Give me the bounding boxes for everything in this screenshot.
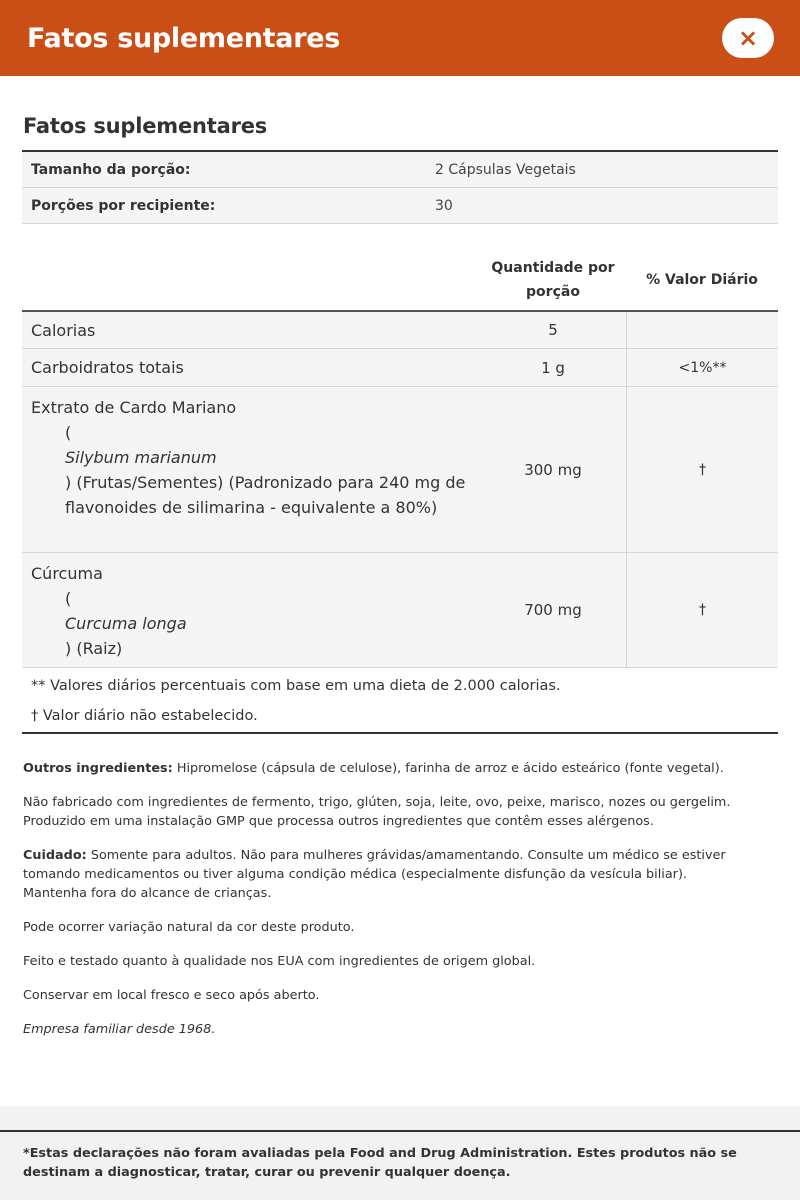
close-icon: × (737, 24, 759, 52)
column-headers (22, 224, 778, 310)
section-title: Fatos suplementares (23, 114, 268, 138)
ingredient-latin-name: Curcuma longa (65, 614, 187, 633)
nutrient-name: Calorias (31, 321, 96, 340)
footnote-not-established: † Valor diário não estabelecido. (31, 708, 258, 724)
servings-per-container-label: Porções por recipiente: (31, 197, 216, 214)
made-in-note: Feito e testado quanto à qualidade nos EUA com ingredientes de origem global. (23, 954, 536, 969)
modal-header (0, 0, 800, 76)
nutrient-amount: 1 g (541, 358, 565, 377)
ingredient-amount: 700 mg (524, 601, 582, 619)
ingredient-title: Cúrcuma (31, 564, 103, 583)
close-button[interactable] (722, 18, 774, 58)
ingredient-paren: ( (65, 423, 72, 442)
ingredient-name (22, 553, 480, 667)
nutrient-name: Carboidratos totais (31, 358, 184, 377)
fda-disclaimer: *Estas declarações não foram avaliadas pela Food and Drug Administration. Estes produtos não se destinam a diagnosticar, tratar, curar ou prevenir qualquer doença. (23, 1146, 737, 1180)
modal-title: Fatos suplementares (27, 22, 340, 54)
ingredient-name (22, 387, 480, 552)
serving-size-value: 2 Cápsulas Vegetais (435, 161, 576, 178)
supplement-facts-table (22, 150, 778, 734)
ingredient-daily-value: † (626, 387, 778, 552)
servings-per-container-value: 30 (435, 197, 453, 214)
supplement-facts-card (0, 76, 800, 1106)
table-row (22, 310, 778, 349)
caution-label: Cuidado: (23, 848, 87, 863)
product-info (23, 759, 753, 1054)
ingredient-latin-name: Silybum marianum (65, 448, 217, 467)
nutrient-daily-value: <1%** (626, 349, 778, 386)
caution-statement (23, 846, 753, 903)
other-ingredients-text: Hipromelose (cápsula de celulose), farinha de arroz e ácido esteárico (fonte vegetal). (172, 761, 724, 776)
nutrient-daily-value (626, 312, 778, 348)
allergen-statement: Não fabricado com ingredientes de fermento, trigo, glúten, soja, leite, ovo, peixe, marisco, nozes ou gergelim. Produzido em uma instalação GMP que processa outros ingredientes que contêm esses alérgenos. (23, 795, 731, 829)
family-company-note: Empresa familiar desde 1968. (23, 1022, 216, 1037)
ingredient-detail: ) (Raiz) (65, 639, 123, 658)
table-row (22, 553, 778, 668)
storage-note: Conservar em local fresco e seco após aberto. (23, 988, 320, 1003)
column-header-amount: Quantidade por porção (491, 260, 615, 300)
column-header-daily-value: % Valor Diário (646, 272, 758, 288)
other-ingredients (23, 759, 753, 778)
serving-size-label: Tamanho da porção: (31, 161, 191, 178)
table-row (22, 387, 778, 553)
servings-per-container-row (22, 188, 778, 224)
table-bottom-rule (22, 732, 778, 734)
ingredient-amount: 300 mg (524, 460, 582, 479)
nutrient-amount: 5 (548, 321, 558, 339)
color-variation-note: Pode ocorrer variação natural da cor deste produto. (23, 920, 355, 935)
ingredient-paren: ( (65, 589, 72, 608)
other-ingredients-label: Outros ingredientes: (23, 761, 173, 776)
table-row (22, 349, 778, 387)
serving-size-row (22, 152, 778, 188)
caution-text: Somente para adultos. Não para mulheres grávidas/amamentando. Consulte um médico se estiver tomando medicamentos ou tiver alguma condição médica (especialmente disfunção da vesícula biliar). Mantenha fora do alcance de crianças. (23, 848, 726, 901)
footnote-daily-values: ** Valores diários percentuais com base em uma dieta de 2.000 calorias. (31, 678, 561, 694)
ingredient-daily-value: † (626, 553, 778, 667)
ingredient-detail: ) (Frutas/Sementes) (Padronizado para 240 mg de flavonoides de silimarina - equivalente a 80%) (65, 473, 466, 517)
ingredient-title: Extrato de Cardo Mariano (31, 398, 237, 417)
disclaimer-rule (0, 1130, 800, 1132)
